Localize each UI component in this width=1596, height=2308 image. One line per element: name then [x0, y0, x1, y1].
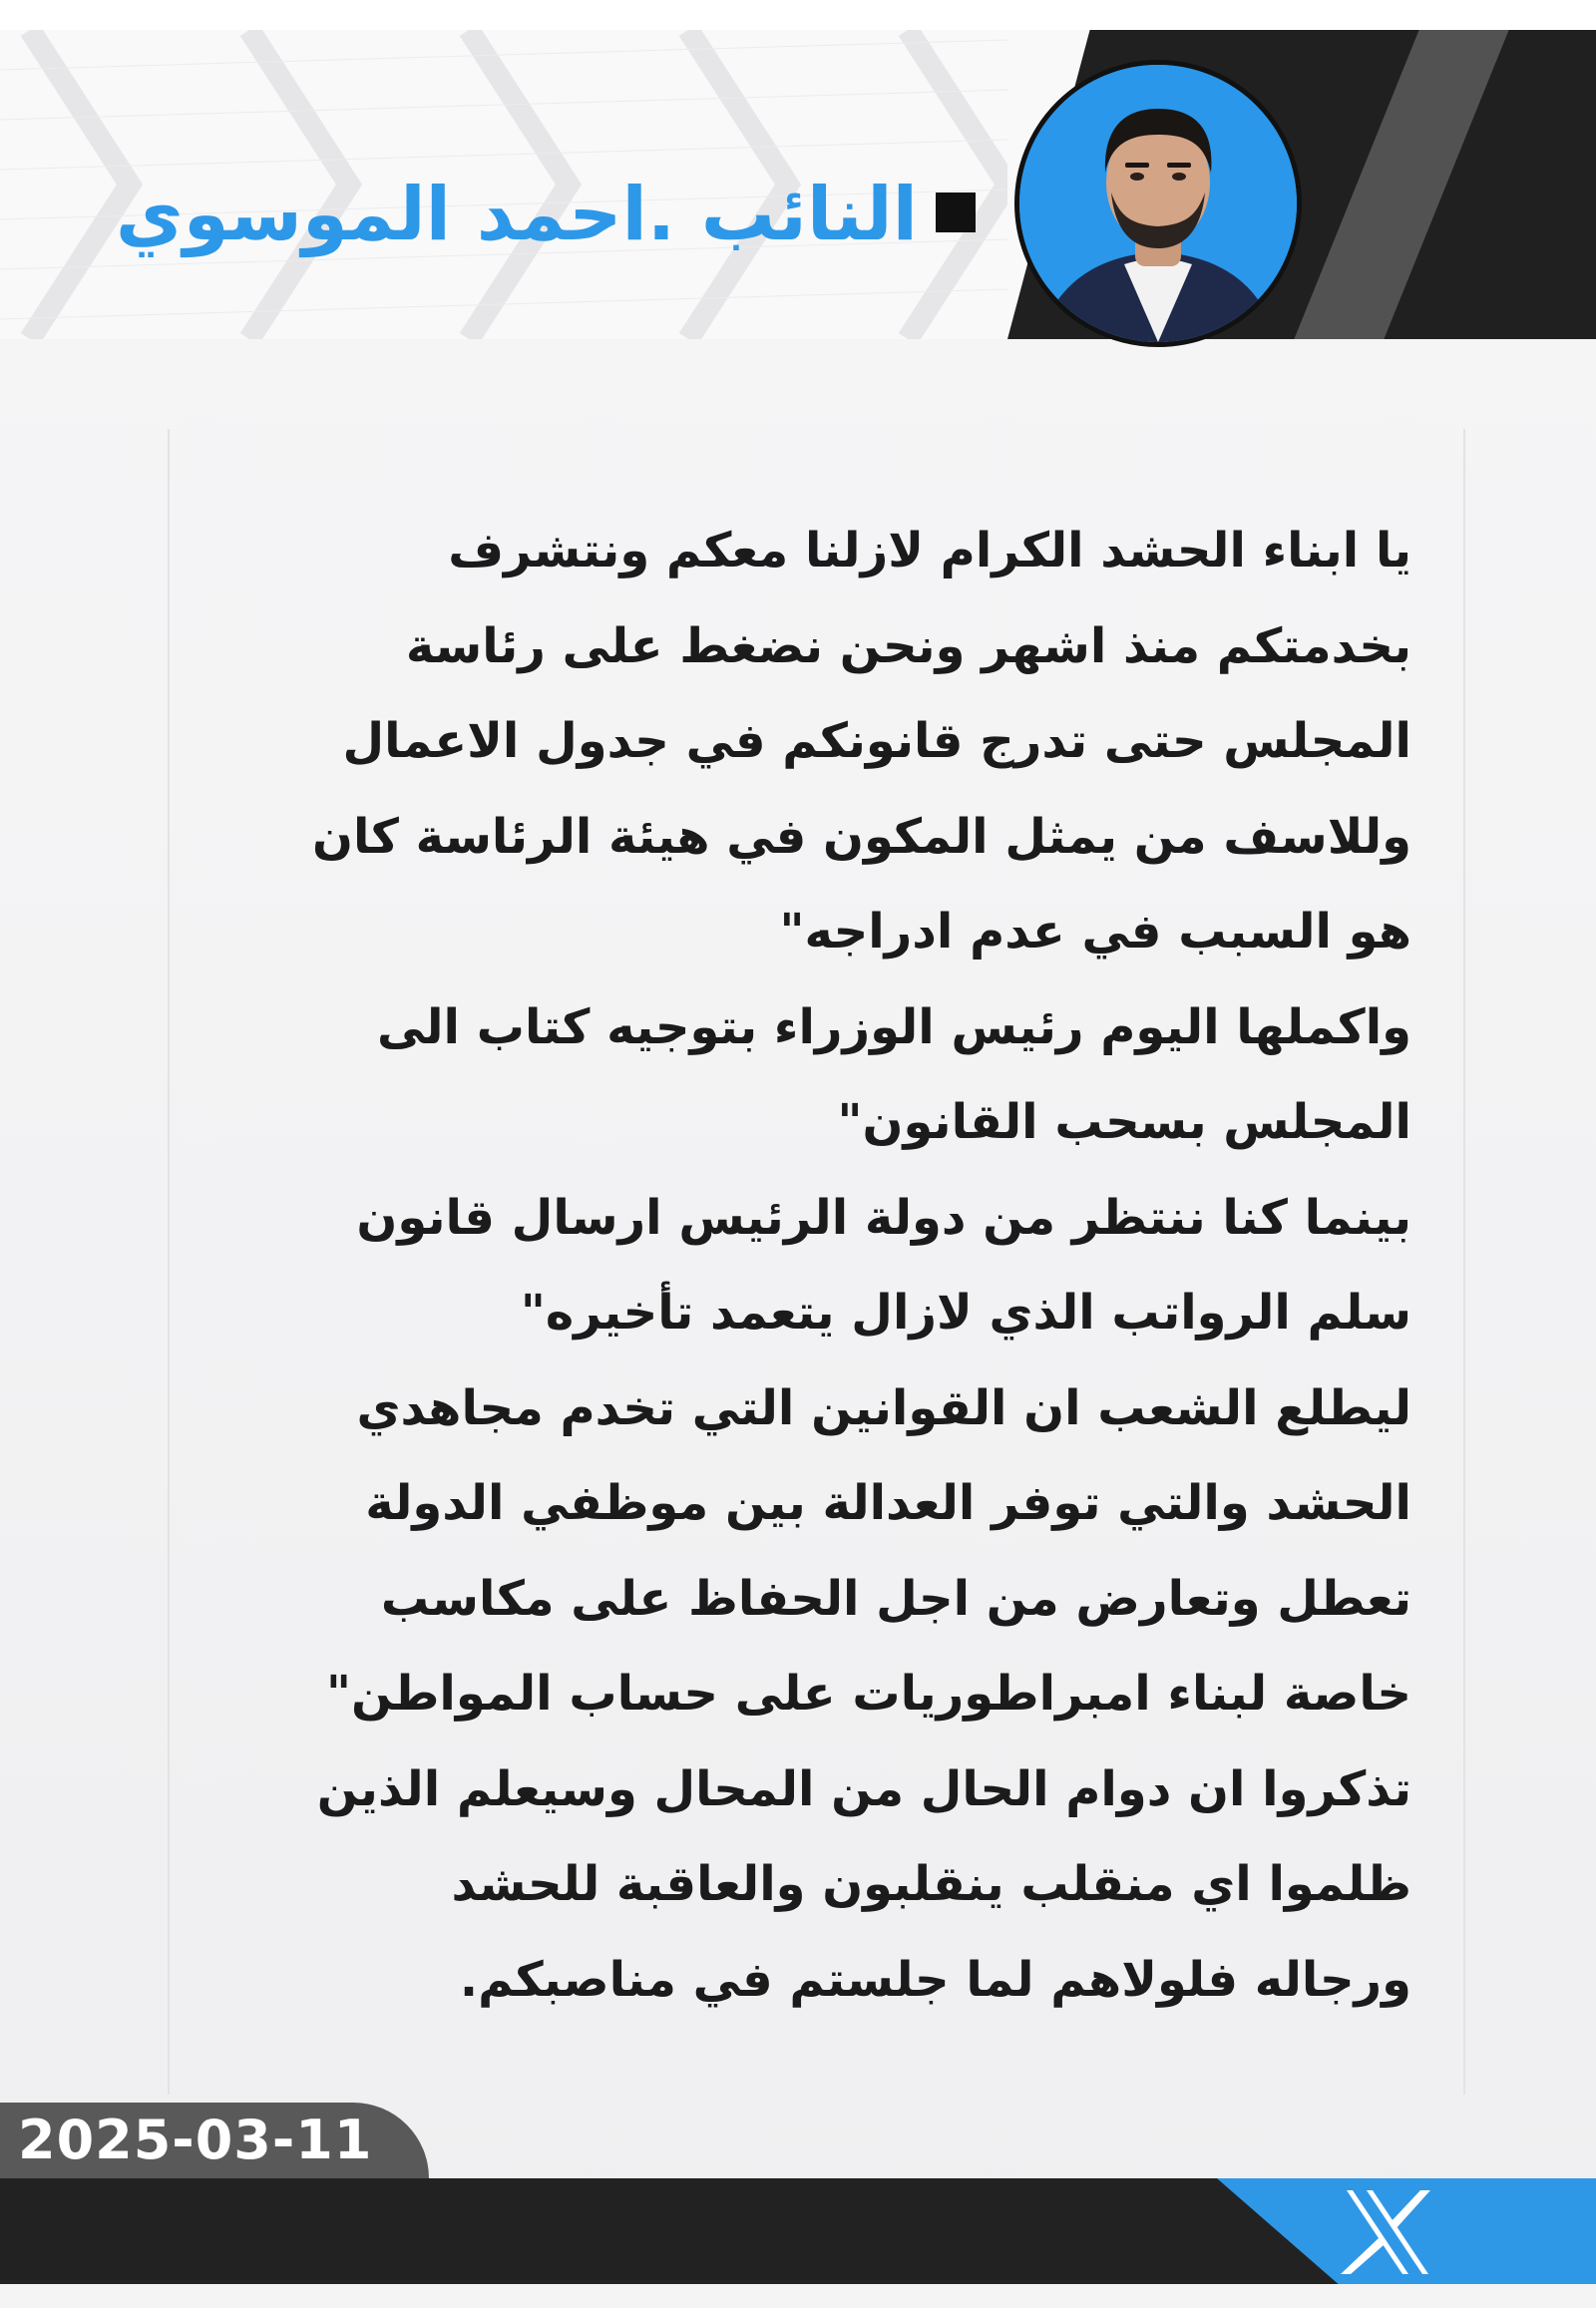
statement-line: هو السبب في عدم ادراجه" [779, 904, 1411, 960]
portrait-illustration [1019, 65, 1297, 342]
statement-line: تعطل وتعارض من اجل الحفاظ على مكاسب [380, 1570, 1411, 1627]
statement-line: بخدمتكم منذ اشهر ونحن نضغط على رئاسة [405, 617, 1411, 674]
x-logo-icon [1337, 2184, 1436, 2280]
statement-line: ظلموا اي منقلب ينقلبون والعاقبة للحشد [451, 1856, 1411, 1912]
statement-text [204, 504, 1411, 2028]
avatar [1014, 60, 1302, 347]
statement-line: المجلس بسحب القانون" [837, 1094, 1411, 1150]
statement-line: يا ابناء الحشد الكرام لازلنا معكم ونتشرف [448, 523, 1411, 578]
footer-bottom-edge [0, 2284, 1596, 2308]
statement-line: وللاسف من يمثل المكون في هيئة الرئاسة كان [311, 808, 1411, 865]
statement-line: ورجاله فلولاهم لما جلستم في مناصبكم. [459, 1951, 1411, 2008]
statement-line: سلم الرواتب الذي لازال يتعمد تأخيره" [520, 1285, 1411, 1341]
header-top-edge [0, 0, 1596, 30]
page-title: النائب .احمد الموسوي [115, 172, 918, 257]
statement-line: واكملها اليوم رئيس الوزراء بتوجيه كتاب الى [376, 998, 1411, 1055]
post-date: 2025-03-11 [18, 2109, 373, 2171]
title-square-bullet [936, 192, 976, 232]
statement-line: تذكروا ان دوام الحال من المحال وسيعلم الذين [316, 1760, 1411, 1817]
statement-line: خاصة لبناء امبراطوريات على حساب المواطن" [326, 1666, 1411, 1722]
statement-line: المجلس حتى تدرج قانونكم في جدول الاعمال [342, 713, 1411, 769]
statement-line: الحشد والتي توفر العدالة بين موظفي الدولة [365, 1475, 1411, 1531]
statement-line: بينما كنا ننتظر من دولة الرئيس ارسال قانون [356, 1189, 1411, 1246]
statement-line: ليطلع الشعب ان القوانين التي تخدم مجاهدي [356, 1379, 1411, 1436]
